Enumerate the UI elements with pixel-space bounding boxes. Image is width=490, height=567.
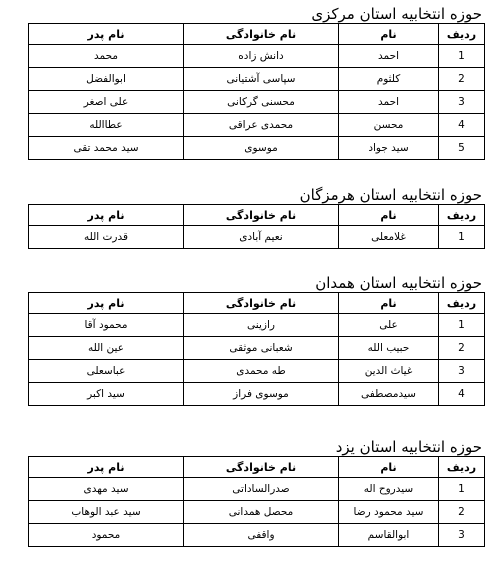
row-index: 1	[439, 226, 485, 249]
table-row	[29, 337, 485, 360]
table-row	[29, 478, 485, 501]
table-header-row	[29, 24, 485, 45]
first-name-cell: کلثوم	[339, 68, 439, 91]
header-father-name: نام پدر	[29, 293, 184, 314]
first-name-cell: سید جواد	[339, 137, 439, 160]
family-name-cell: موسوی	[184, 137, 339, 160]
row-index: 3	[439, 524, 485, 547]
header-index: ردیف	[439, 457, 485, 478]
row-index: 1	[439, 478, 485, 501]
father-name-cell: محمود آقا	[29, 314, 184, 337]
row-index: 3	[439, 360, 485, 383]
header-family-name: نام خانوادگی	[184, 293, 339, 314]
family-name-cell: محصل همدانی	[184, 501, 339, 524]
table-row	[29, 91, 485, 114]
table-row	[29, 360, 485, 383]
table-row	[29, 226, 485, 249]
header-name: نام	[339, 457, 439, 478]
header-father-name: نام پدر	[29, 457, 184, 478]
table-row	[29, 137, 485, 160]
father-name-cell: سید مهدی	[29, 478, 184, 501]
first-name-cell: سید محمود رضا	[339, 501, 439, 524]
family-name-cell: موسوی فراز	[184, 383, 339, 406]
representatives-table	[28, 23, 485, 160]
first-name-cell: غیاث الدین	[339, 360, 439, 383]
family-name-cell: سپاسی آشتیانی	[184, 68, 339, 91]
father-name-cell: ابوالفضل	[29, 68, 184, 91]
representatives-table	[28, 456, 485, 547]
row-index: 2	[439, 501, 485, 524]
father-name-cell: قدرت الله	[29, 226, 184, 249]
first-name-cell: احمد	[339, 45, 439, 68]
father-name-cell: محمد	[29, 45, 184, 68]
section-title: حوزه انتخابیه استان مرکزی	[311, 5, 482, 23]
row-index: 2	[439, 68, 485, 91]
family-name-cell: واقفی	[184, 524, 339, 547]
table-header-row	[29, 457, 485, 478]
row-index: 2	[439, 337, 485, 360]
section-title: حوزه انتخابیه استان همدان	[315, 274, 482, 292]
father-name-cell: سید اکبر	[29, 383, 184, 406]
family-name-cell: طه محمدی	[184, 360, 339, 383]
table-header-row	[29, 205, 485, 226]
first-name-cell: ابوالقاسم	[339, 524, 439, 547]
row-index: 1	[439, 45, 485, 68]
header-family-name: نام خانوادگی	[184, 24, 339, 45]
father-name-cell: عطاالله	[29, 114, 184, 137]
header-father-name: نام پدر	[29, 24, 184, 45]
province-section	[28, 5, 484, 160]
table-header-row	[29, 293, 485, 314]
row-index: 1	[439, 314, 485, 337]
first-name-cell: علی	[339, 314, 439, 337]
family-name-cell: محسنی گرکانی	[184, 91, 339, 114]
father-name-cell: عباسعلی	[29, 360, 184, 383]
section-title: حوزه انتخابیه استان هرمزگان	[299, 186, 482, 204]
row-index: 4	[439, 383, 485, 406]
province-section	[28, 274, 484, 406]
table-row	[29, 45, 485, 68]
province-section	[28, 186, 484, 249]
header-family-name: نام خانوادگی	[184, 457, 339, 478]
header-name: نام	[339, 293, 439, 314]
header-family-name: نام خانوادگی	[184, 205, 339, 226]
header-father-name: نام پدر	[29, 205, 184, 226]
header-index: ردیف	[439, 205, 485, 226]
first-name-cell: محسن	[339, 114, 439, 137]
row-index: 4	[439, 114, 485, 137]
table-row	[29, 501, 485, 524]
table-row	[29, 524, 485, 547]
table-row	[29, 114, 485, 137]
first-name-cell: حبیب الله	[339, 337, 439, 360]
table-row	[29, 383, 485, 406]
family-name-cell: دانش زاده	[184, 45, 339, 68]
representatives-table	[28, 292, 485, 406]
father-name-cell: سید عبد الوهاب	[29, 501, 184, 524]
row-index: 3	[439, 91, 485, 114]
father-name-cell: عین الله	[29, 337, 184, 360]
father-name-cell: علی اصغر	[29, 91, 184, 114]
row-index: 5	[439, 137, 485, 160]
family-name-cell: نعیم آبادی	[184, 226, 339, 249]
header-name: نام	[339, 24, 439, 45]
family-name-cell: شعبانی موثقی	[184, 337, 339, 360]
table-row	[29, 68, 485, 91]
first-name-cell: احمد	[339, 91, 439, 114]
table-row	[29, 314, 485, 337]
header-index: ردیف	[439, 24, 485, 45]
header-name: نام	[339, 205, 439, 226]
family-name-cell: محمدی عراقی	[184, 114, 339, 137]
province-section	[28, 438, 484, 547]
first-name-cell: غلامعلی	[339, 226, 439, 249]
first-name-cell: سیدمصطفی	[339, 383, 439, 406]
first-name-cell: سیدروح اله	[339, 478, 439, 501]
section-title: حوزه انتخابیه استان یزد	[335, 438, 482, 456]
father-name-cell: سید محمد تقی	[29, 137, 184, 160]
header-index: ردیف	[439, 293, 485, 314]
father-name-cell: محمود	[29, 524, 184, 547]
representatives-table	[28, 204, 485, 249]
family-name-cell: صدرالساداتی	[184, 478, 339, 501]
family-name-cell: رازینی	[184, 314, 339, 337]
